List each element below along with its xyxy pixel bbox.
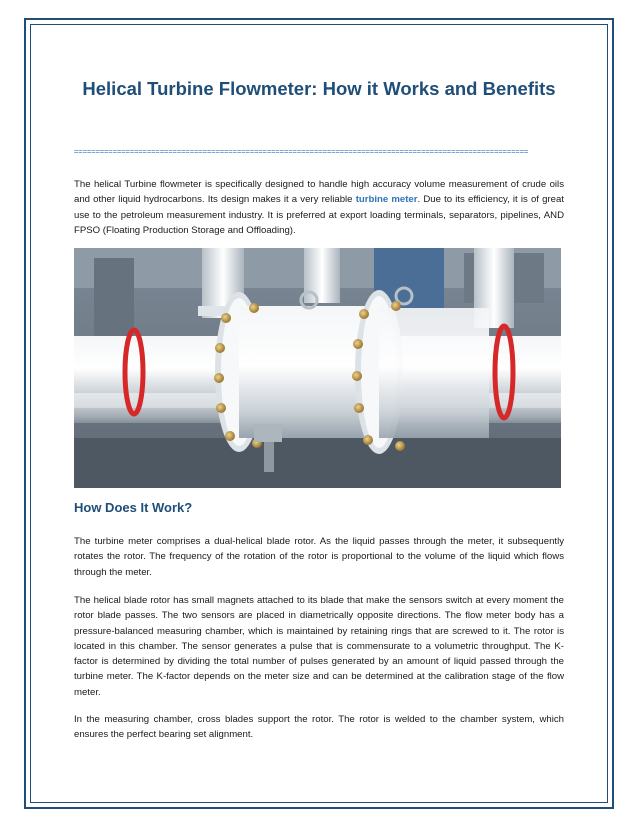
intro-text-start: The helical Turbine flowmeter is specifically designed to handle high accuracy volume measurement of crude oils and other liquid hydrocarbons. Its design makes it a very reliable — [74, 179, 564, 206]
section-heading: How Does It Work? — [74, 500, 193, 515]
body-paragraph-2: The helical blade rotor has small magnets attached to its blade that make the sensors switch at every moment the rotor blade passes. The two sensors are placed in diametrically opposite directions. The flow meter body has a pressure-balanced measuring chamber, which is maintained by retaining rings that are screwed to it. The rotor is located in this chamber. The sensor generates a pulse that is commensurate to a volumetric throughput. The K-factor is determined by dividing the total number of pulses generated by an amount of liquid passed through the turbine meter. The K-factor depends on the meter size and can be determined at the calibration stage of the flow meter. — [74, 595, 564, 698]
title-divider: ========================================================================================================== — [74, 149, 529, 157]
intro-text-end: . Due to its efficiency, it is of great use to the petroleum measurement industry. It is preferred at export loading terminals, separators, pipelines, AND FPSO (Floating Production Storage and Offloading). — [74, 194, 565, 236]
turbine-meter-link[interactable]: turbine meter — [355, 194, 418, 206]
pipeline-illustration — [74, 248, 561, 488]
intro-paragraph — [74, 177, 564, 238]
document-title: Helical Turbine Flowmeter: How it Works and Benefits — [82, 78, 556, 99]
body-paragraph-3: In the measuring chamber, cross blades support the rotor. The rotor is welded to the chamber system, which ensures the perfect bearing set alignment. — [74, 714, 564, 741]
flowmeter-photo — [74, 248, 561, 488]
body-paragraph-1: The turbine meter comprises a dual-helical blade rotor. As the liquid passes through the meter, it subsequently rotates the rotor. The frequency of the rotation of the rotor is proportional to the volume of the liquid which flows through the meter. — [74, 536, 564, 578]
